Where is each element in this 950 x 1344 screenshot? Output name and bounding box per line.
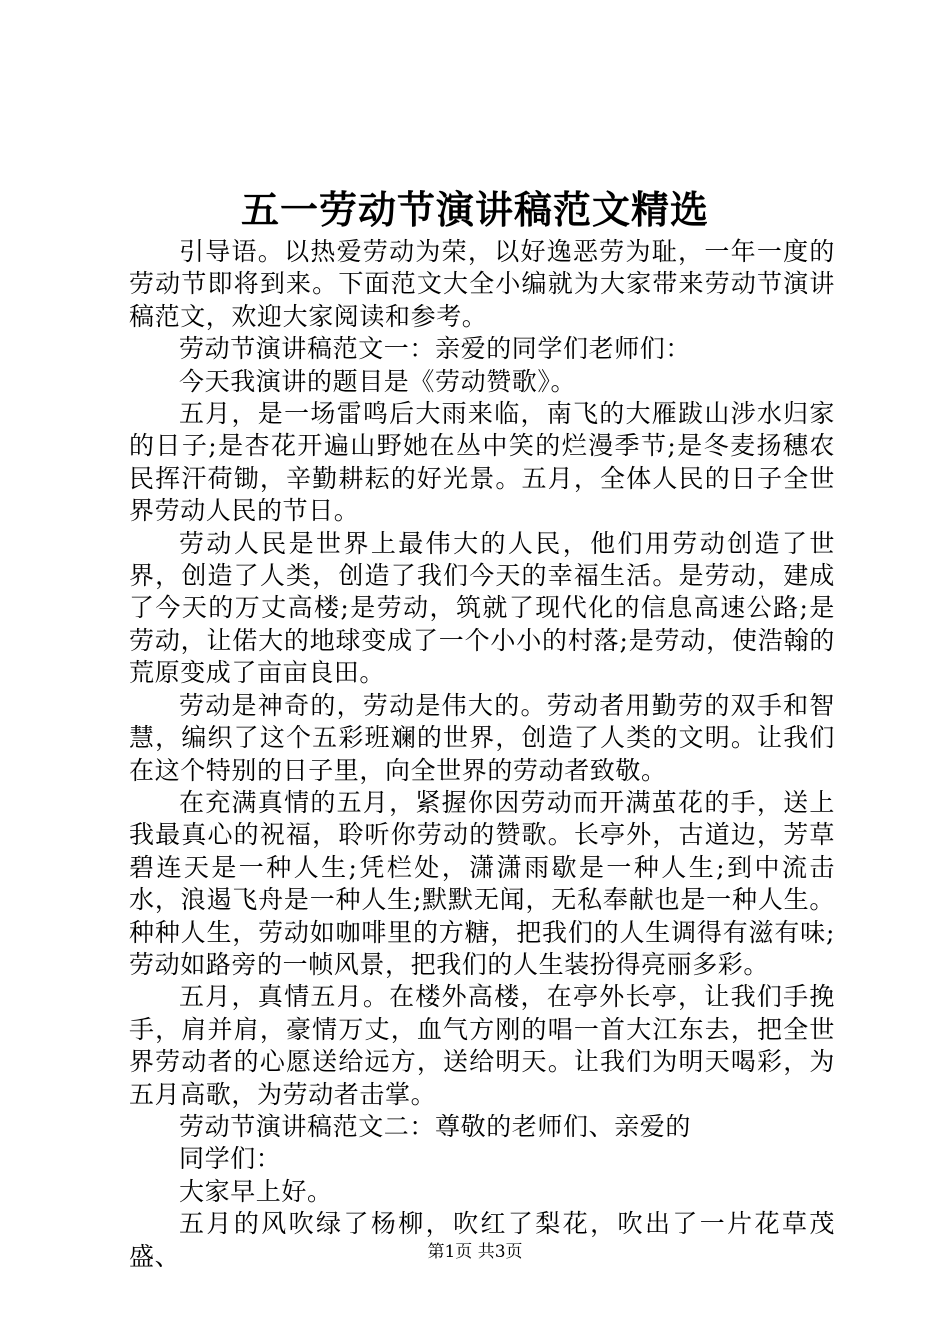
paragraph-speech-one-heading: 劳动节演讲稿范文一：亲爱的同学们老师们：	[179, 334, 692, 364]
paragraph-intro: 引导语。以热爱劳动为荣，以好逸恶劳为耻，一年一度的劳动节即将到来。下面范文大全小编就为大家带来劳动节演讲稿范文，欢迎大家阅读和参考。	[129, 237, 835, 331]
paragraph-labor-great: 劳动是神奇的，劳动是伟大的。劳动者用勤劳的双手和智慧，编织了这个五彩班斓的世界，创造了人类的文明。让我们在这个特别的日子里，向全世界的劳动者致敬。	[129, 690, 835, 785]
paragraph-true-may-2: 五月，真情五月。在楼外高楼，在亭外长亭，让我们手挽手，肩并肩，豪情万丈，血气方刚的唱一首大江东去，把全世界劳动者的心愿送给远方，送给明天。让我们为明天喝彩，为五月高歌，为劳动者击掌。	[129, 982, 835, 1109]
paragraph-true-may: 在充满真情的五月，紧握你因劳动而开满茧花的手，送上我最真心的祝福，聆听你劳动的赞歌。长亭外，古道边，芳草碧连天是一种人生;凭栏处，潇潇雨歇是一种人生;到中流击水，浪遏飞舟是一种人生;默默无闻，无私奉献也是一种人生。种种人生，劳动如咖啡里的方糖，把我们的人生调得有滋有味;劳动如路旁的一帧风景，把我们的人生装扮得亮丽多彩。	[129, 787, 835, 979]
document-body	[129, 236, 835, 1273]
paragraph-speech-two-heading: 劳动节演讲稿范文二：尊敬的老师们、亲爱的	[179, 1111, 692, 1141]
paragraph-greeting: 大家早上好。	[179, 1176, 333, 1206]
paragraph-speech-topic: 今天我演讲的题目是《劳动赞歌》。	[179, 366, 577, 396]
paragraph-students: 同学们：	[179, 1144, 282, 1174]
document-title: 五一劳动节演讲稿范文精选	[240, 187, 709, 232]
page-footer: 第1页 共3页	[427, 1242, 523, 1262]
paragraph-working-people: 劳动人民是世界上最伟大的人民，他们用劳动创造了世界，创造了人类，创造了我们今天的幸福生活。是劳动，建成了今天的万丈高楼;是劳动，筑就了现代化的信息高速公路;是劳动，让偌大的地球变成了一个小小的村落;是劳动，使浩翰的荒原变成了亩亩良田。	[129, 528, 835, 688]
paragraph-may: 五月，是一场雷鸣后大雨来临，南飞的大雁跋山涉水归家的日子;是杏花开遍山野她在丛中笑的烂漫季节;是冬麦扬穗农民挥汗荷锄，辛勤耕耘的好光景。五月，全体人民的日子全世界劳动人民的节日。	[129, 399, 835, 526]
paragraph-may-wind: 五月的风吹绿了杨柳，吹红了梨花，吹出了一片花草茂盛、	[129, 1209, 835, 1271]
